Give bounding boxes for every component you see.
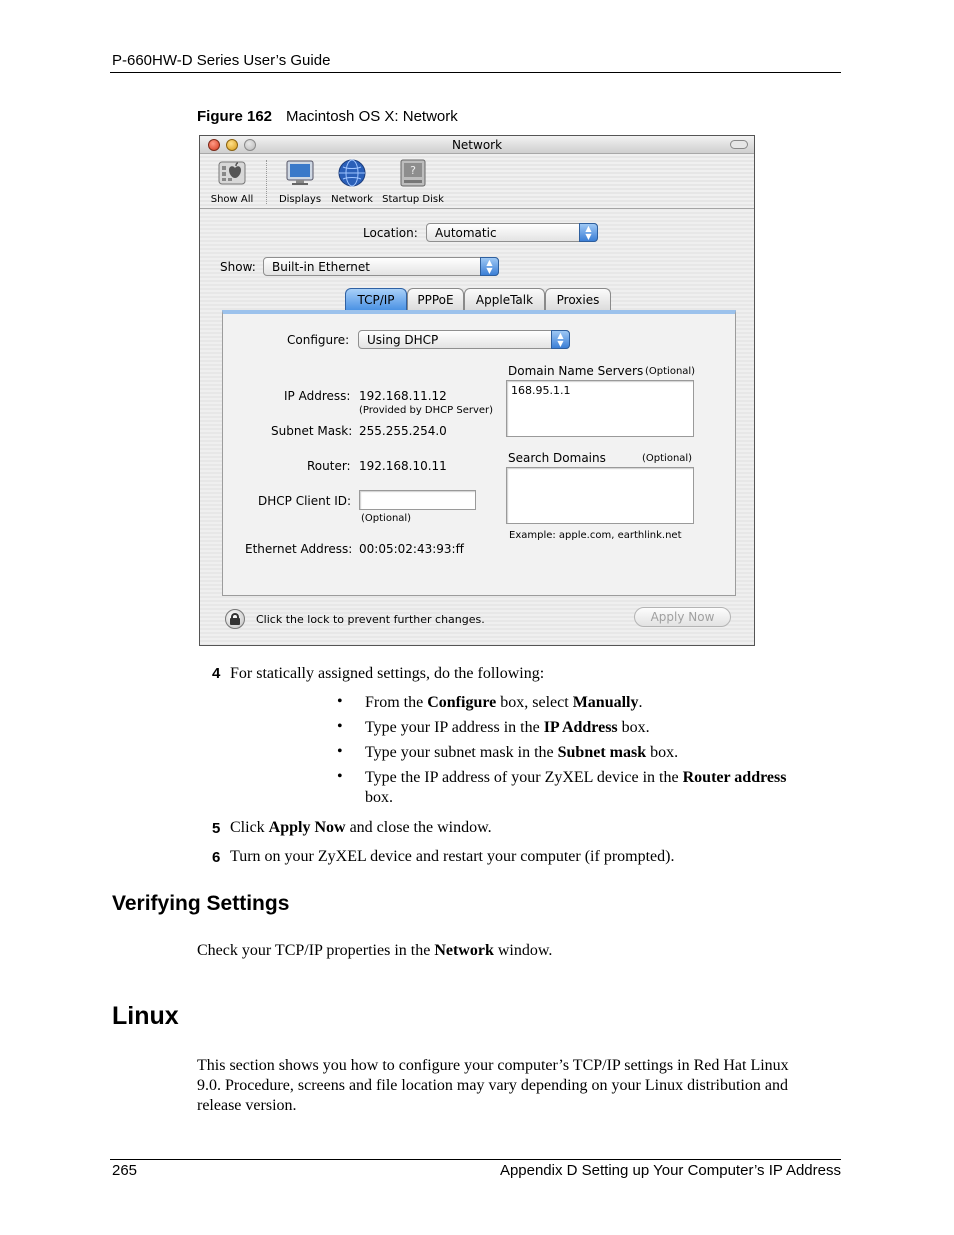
figure-label: Figure 162 [197, 108, 273, 125]
preferences-toolbar [200, 154, 754, 209]
toolbar-startup-disk-label: Startup Disk [382, 194, 444, 205]
linux-paragraph-line-1: This section shows you how to configure your computer’s TCP/IP settings in Red Hat Linux [197, 1057, 789, 1074]
linux-heading: Linux [112, 1002, 179, 1030]
toolbar-toggle-button[interactable] [730, 140, 748, 149]
page-header-title: P-660HW-D Series User’s Guide [112, 52, 331, 69]
search-domains-optional: (Optional) [642, 453, 693, 464]
show-popup[interactable] [263, 257, 499, 276]
tab-tcpip[interactable]: TCP/IP [345, 288, 407, 310]
subnet-mask-value: 255.255.254.0 [359, 424, 447, 438]
bullet-1: From the Configure box, select Manually. [365, 694, 643, 711]
subnet-mask-label: Subnet Mask: [271, 424, 353, 438]
figure-caption [197, 108, 458, 125]
tab-proxies[interactable]: Proxies [545, 288, 611, 310]
lock-hint-text: Click the lock to prevent further changes. [256, 613, 485, 626]
header-rule [110, 72, 841, 73]
step-6-number: 6 [212, 849, 221, 866]
show-all-icon [216, 158, 248, 188]
bullet-marker: • [337, 693, 343, 710]
bullet-marker: • [337, 718, 343, 735]
footer-section-title: Appendix D Setting up Your Computer’s IP Address [499, 1162, 841, 1179]
ethernet-address-value: 00:05:02:43:93:ff [359, 542, 464, 556]
step-5-text: Click Apply Now and close the window. [230, 819, 492, 836]
verifying-text: Check your TCP/IP properties in the Network window. [197, 942, 553, 959]
show-label: Show: [220, 260, 256, 274]
footer-rule [110, 1159, 841, 1160]
search-domains-field[interactable] [506, 467, 694, 524]
bullet-4: Type the IP address of your ZyXEL device in the Router address box. [365, 769, 787, 806]
show-value: Built-in Ethernet [272, 260, 370, 274]
location-label: Location: [363, 226, 418, 240]
startup-disk-icon [397, 158, 429, 188]
location-popup[interactable] [426, 223, 598, 242]
bullet-3: Type your subnet mask in the Subnet mask box. [365, 744, 679, 761]
popup-arrows-icon: ▲ ▼ [480, 257, 499, 276]
dhcp-client-id-label: DHCP Client ID: [258, 494, 352, 508]
search-domains-example: Example: apple.com, earthlink.net [509, 530, 682, 541]
step-6-text: Turn on your ZyXEL device and restart your computer (if prompted). [230, 848, 675, 865]
dns-optional: (Optional) [645, 366, 696, 377]
tab-pppoe[interactable]: PPPoE [407, 288, 464, 310]
network-globe-icon [336, 158, 368, 188]
window-content [200, 210, 754, 646]
toolbar-startup-disk[interactable] [380, 158, 446, 205]
ip-address-label: IP Address: [284, 389, 351, 403]
toolbar-displays-label: Displays [278, 194, 322, 205]
step-5-number: 5 [212, 820, 221, 837]
page-number: 265 [112, 1162, 138, 1179]
bullet-marker: • [337, 743, 343, 760]
lock-icon[interactable] [225, 609, 245, 629]
popup-arrows-icon: ▲ ▼ [579, 223, 598, 242]
step-4-number: 4 [212, 665, 221, 682]
toolbar-show-all[interactable] [208, 158, 256, 205]
toolbar-separator [266, 160, 267, 204]
ip-address-note: (Provided by DHCP Server) [359, 405, 494, 416]
dhcp-client-id-note: (Optional) [361, 513, 412, 524]
bullet-marker: • [337, 768, 343, 785]
search-domains-label: Search Domains [508, 451, 606, 465]
toolbar-show-all-label: Show All [210, 194, 254, 205]
toolbar-network[interactable] [328, 158, 376, 205]
network-window [199, 135, 755, 646]
toolbar-network-label: Network [331, 194, 373, 205]
linux-paragraph-line-2: 9.0. Procedure, screens and file location may vary depending on your Linux distribution and [197, 1077, 788, 1094]
linux-paragraph-line-3: release version. [197, 1097, 297, 1114]
configure-value: Using DHCP [367, 333, 439, 347]
popup-arrows-icon: ▲ ▼ [551, 330, 570, 349]
step-4-text: For statically assigned settings, do the following: [230, 665, 545, 682]
ip-address-value: 192.168.11.12 [359, 389, 447, 403]
ethernet-address-label: Ethernet Address: [245, 542, 353, 556]
window-title: Network [451, 138, 503, 152]
dns-servers-value: 168.95.1.1 [511, 384, 571, 397]
configure-popup[interactable] [358, 330, 570, 349]
verifying-heading: Verifying Settings [112, 892, 290, 915]
svg-text:?: ? [410, 164, 416, 177]
router-label: Router: [307, 459, 351, 473]
dns-servers-field[interactable] [506, 380, 694, 437]
tcpip-panel [222, 310, 736, 596]
router-value: 192.168.10.11 [359, 459, 447, 473]
apply-now-button[interactable]: Apply Now [634, 607, 731, 627]
dhcp-client-id-field[interactable] [359, 490, 476, 510]
configure-label: Configure: [287, 333, 350, 347]
bullet-2: Type your IP address in the IP Address box. [365, 719, 650, 736]
window-title-bar [200, 136, 754, 154]
tab-appletalk[interactable]: AppleTalk [464, 288, 545, 310]
figure-title: Macintosh OS X: Network [286, 108, 458, 125]
toolbar-displays[interactable] [276, 158, 324, 205]
location-value: Automatic [435, 226, 497, 240]
dns-label: Domain Name Servers [508, 364, 644, 378]
displays-icon [284, 158, 316, 188]
